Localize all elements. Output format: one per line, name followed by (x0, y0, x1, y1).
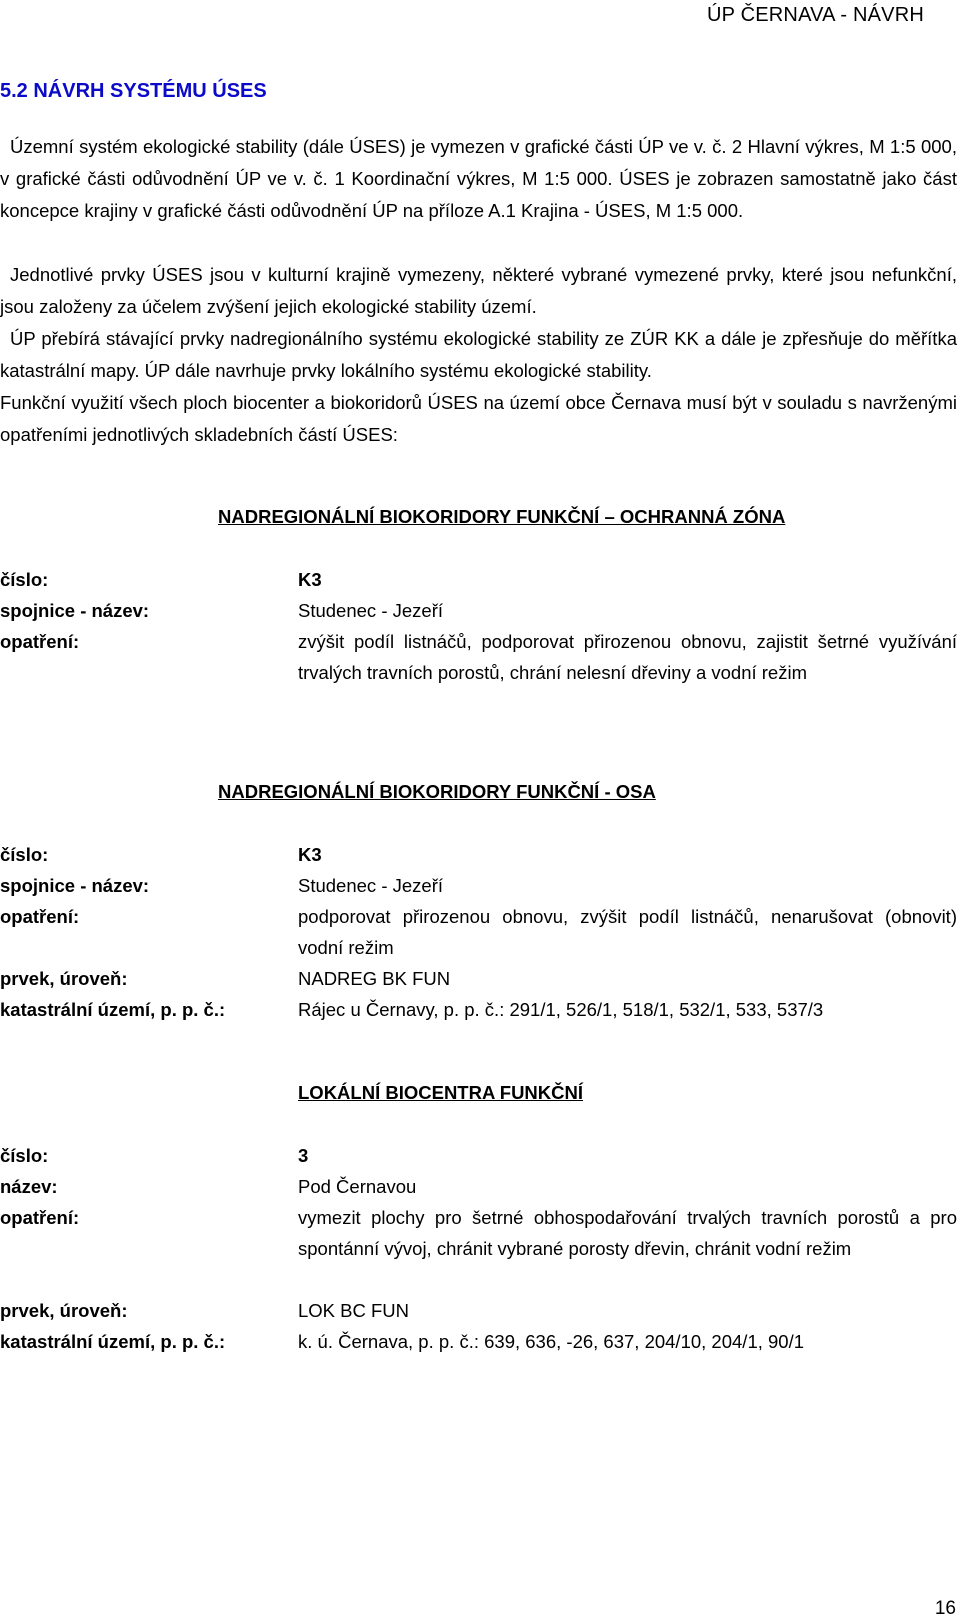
row-label: opatření: (0, 906, 80, 927)
block-2-title: NADREGIONÁLNÍ BIOKORIDORY FUNKČNÍ - OSA (218, 781, 656, 802)
row-value: Rájec u Černavy, p. p. č.: 291/1, 526/1, 518/1, 532/1, 533, 537/3 (298, 999, 824, 1020)
row-label: opatření: (0, 631, 80, 652)
row-label: číslo: (0, 1145, 49, 1166)
row-value: zvýšit podíl listnáčů, podporovat přirozenou obnovu, zajistit šetrné využívání trvalých travních porostů, chrání nelesní dřeviny a vodní režim (298, 631, 957, 683)
row-value: K3 (298, 844, 322, 865)
block-1-title: NADREGIONÁLNÍ BIOKORIDORY FUNKČNÍ – OCHRANNÁ ZÓNA (218, 506, 786, 527)
row-label: číslo: (0, 844, 49, 865)
block-3-title: LOKÁLNÍ BIOCENTRA FUNKČNÍ (298, 1082, 584, 1103)
row-value: k. ú. Černava, p. p. č.: 639, 636, -26, 637, 204/10, 204/1, 90/1 (298, 1331, 805, 1352)
row-value: LOK BC FUN (298, 1300, 410, 1321)
paragraph-intro: Územní systém ekologické stability (dále ÚSES) je vymezen v grafické části ÚP ve v. č. 2 Hlavní výkres, M 1:5 000, v grafické části odůvodnění ÚP ve v. č. 1 Koordinační výkres, M 1:5 000. ÚSES je zobrazen samostatně jako část koncepce krajiny v grafické části odůvodnění ÚP na příloze A.1 Krajina - ÚSES, M 1:5 000. (0, 136, 957, 221)
row-value: K3 (298, 569, 322, 590)
row-label: katastrální území, p. p. č.: (0, 999, 226, 1020)
row-label: spojnice - název: (0, 600, 150, 621)
row-value: podporovat přirozenou obnovu, zvýšit podíl listnáčů, nenarušovat (obnovit) vodní režim (298, 906, 957, 958)
row-label: spojnice - název: (0, 875, 150, 896)
row-label: číslo: (0, 569, 49, 590)
paragraph-nadregional: ÚP přebírá stávající prvky nadregionálního systému ekologické stability ze ZÚR KK a dále je zpřesňuje do měřítka katastrální mapy. ÚP dále navrhuje prvky lokálního systému ekologické stability. (0, 328, 957, 381)
row-label: katastrální území, p. p. č.: (0, 1331, 226, 1352)
row-label: název: (0, 1176, 58, 1197)
paragraph-elements: Jednotlivé prvky ÚSES jsou v kulturní krajině vymezeny, některé vybrané vymezené prvky, které jsou nefunkční, jsou založeny za účelem zvýšení jejich ekologické stability území. (0, 264, 957, 317)
section-title: 5.2 NÁVRH SYSTÉMU ÚSES (0, 80, 267, 102)
row-label: prvek, úroveň: (0, 968, 128, 989)
paragraph-functional-use: Funkční využití všech ploch biocenter a biokoridorů ÚSES na území obce Černava musí být v souladu s navrženými opatřeními jednotlivých skladebních částí ÚSES: (0, 392, 957, 445)
page-number: 16 (934, 1598, 956, 1619)
document-header: ÚP ČERNAVA - NÁVRH (707, 4, 924, 26)
row-value: NADREG BK FUN (298, 968, 451, 989)
row-value: vymezit plochy pro šetrné obhospodařování trvalých travních porostů a pro spontánní vývoj, chránit vybrané porosty dřevin, chránit vodní režim (298, 1207, 957, 1259)
row-value: 3 (298, 1145, 309, 1166)
row-value: Studenec - Jezeří (298, 600, 443, 621)
row-label: prvek, úroveň: (0, 1300, 128, 1321)
row-value: Studenec - Jezeří (298, 875, 443, 896)
row-value: Pod Černavou (298, 1176, 417, 1197)
row-label: opatření: (0, 1207, 80, 1228)
